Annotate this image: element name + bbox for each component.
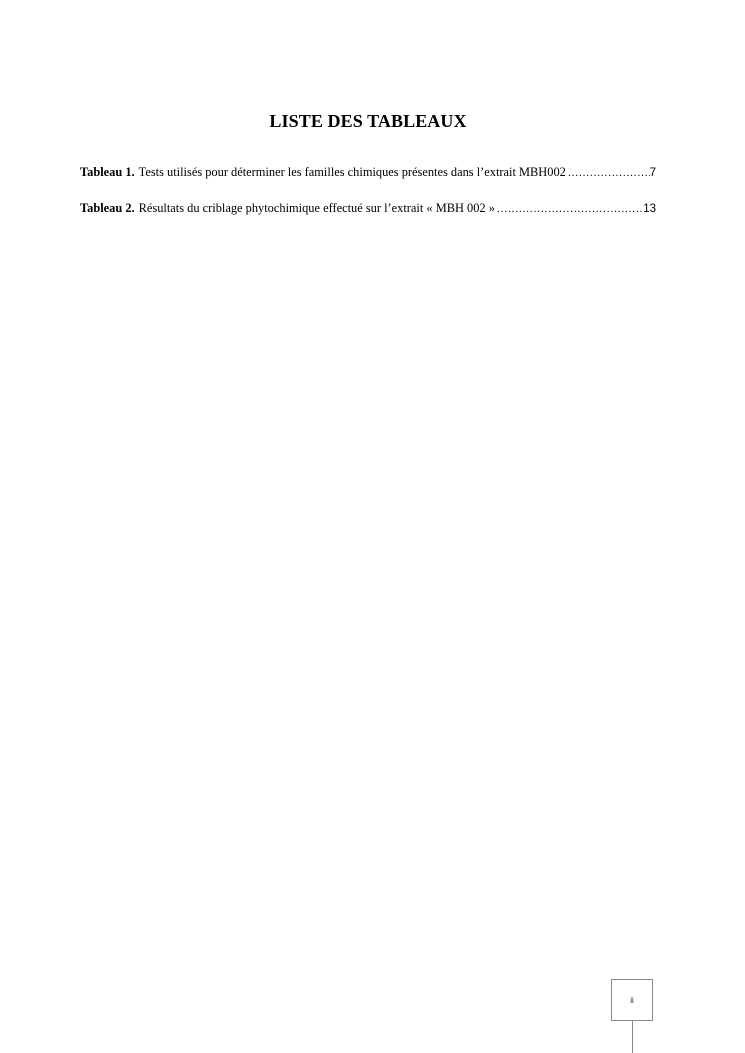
table-list xyxy=(80,162,656,234)
list-item[interactable] xyxy=(80,198,656,218)
dot-leader xyxy=(495,199,643,219)
list-item[interactable] xyxy=(80,162,656,182)
page-reference: 7 xyxy=(649,167,656,179)
table-title: Tests utilisés pour déterminer les familles chimiques présentes dans l’extrait MBH002 xyxy=(138,165,566,179)
page-number-box xyxy=(611,979,653,1021)
table-title: Résultats du criblage phytochimique effectué sur l’extrait « MBH 002 » xyxy=(138,201,495,215)
page-number-divider xyxy=(632,1021,633,1053)
page-number: ii xyxy=(630,995,634,1005)
page-title: LISTE DES TABLEAUX xyxy=(269,111,467,131)
page-reference: 13 xyxy=(643,203,656,215)
table-label: Tableau 2. xyxy=(80,201,135,215)
table-label: Tableau 1. xyxy=(80,165,135,179)
dot-leader xyxy=(566,163,650,183)
